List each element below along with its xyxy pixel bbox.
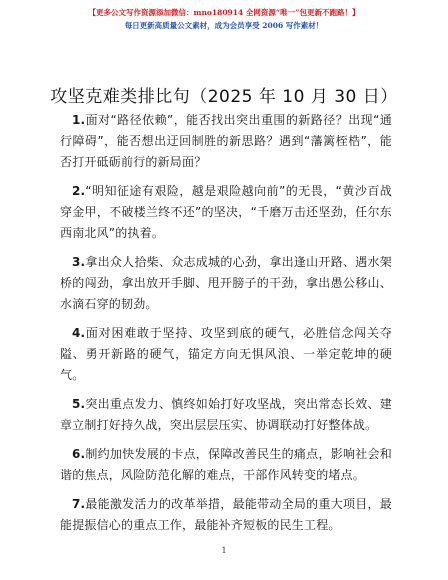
banner-contact-line: 【更多公文写作资源添加微信：mno180914 全网资源“唯一”包更新不跑路！】: [88, 8, 360, 17]
paragraph-text: 拿出众人拾柴、众志成城的心劲，拿出逢山开路、遇水架桥的闯劲，拿出放开手脚、甩开膀子的干劲，拿出愚公移山、水滴石穿的韧劲。: [60, 255, 392, 311]
paragraph-text: “明知征途有艰险，越是艰险越向前”的无畏，“黄沙百战穿金甲，不破楼兰终不还”的坚决，“千磨万击还坚劲，任尔东西南北风”的执着。: [60, 184, 392, 240]
header-banner: [0, 6, 448, 32]
paragraph-text: 面对困难敢于坚持、攻坚到底的硬气，必胜信念闯关夺隘、勇开新路的硬气，锚定方向无惧风浪、一举定乾坤的硬气。: [60, 326, 392, 382]
paragraph-number: 7.: [72, 497, 86, 511]
page-number: 1: [221, 546, 227, 555]
paragraph-number: 2.: [72, 184, 86, 198]
paragraph-4: [60, 323, 392, 386]
paragraph-3: [60, 252, 392, 315]
paragraph-6: [60, 444, 392, 486]
banner-promo-line: 每日更新高质量公文素材，成为会员享受 2006 写作素材！: [124, 21, 324, 30]
paragraph-text: 突出重点发力、慎终如始打好攻坚战，突出常态长效、建章立制打好持久战，突出层层压实、协调联动打好整体战。: [60, 397, 392, 432]
paragraph-number: 5.: [72, 397, 86, 411]
document-title: 攻坚克难类排比句（2025 年 10 月 30 日）: [50, 87, 398, 107]
paragraph-number: 4.: [72, 326, 86, 340]
paragraph-2: [60, 181, 392, 244]
paragraph-1: [60, 110, 392, 173]
paragraph-number: 6.: [72, 447, 86, 461]
paragraph-number: 1.: [72, 113, 86, 127]
paragraph-number: 3.: [72, 255, 86, 269]
document-body: [60, 110, 392, 544]
paragraph-5: [60, 394, 392, 436]
paragraph-text: 制约加快发展的卡点，保障改善民生的痛点，影响社会和谐的焦点，风险防范化解的难点，干部作风转变的堵点。: [60, 447, 392, 482]
paragraph-text: 最能激发活力的改革举措，最能带动全局的重大项目，最能提振信心的重点工作，最能补齐短板的民生工程。: [60, 497, 392, 532]
paragraph-7: [60, 494, 392, 536]
paragraph-text: 面对“路径依赖”，能否找出突出重围的新路径？出现“通行障碍”，能否想出迂回制胜的新思路？遇到“藩篱桎梏”，能否打开砥砺前行的新局面？: [60, 113, 392, 169]
